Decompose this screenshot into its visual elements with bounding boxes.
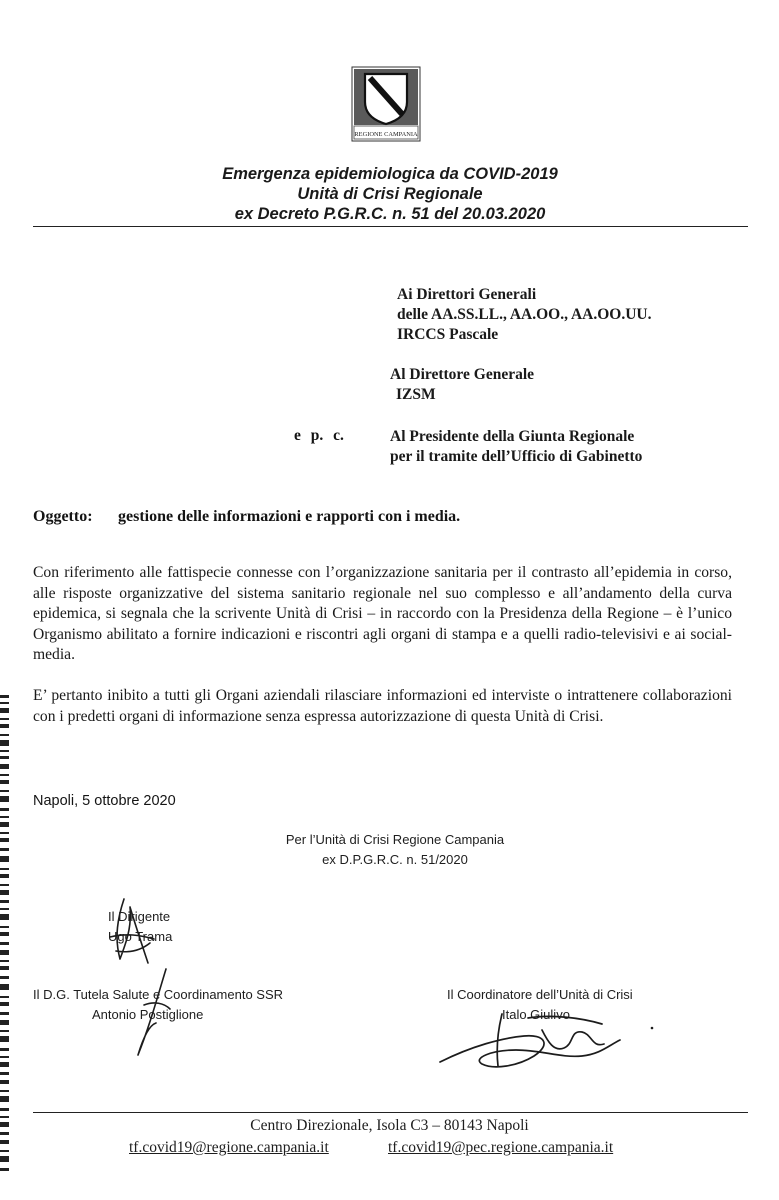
- recipient-line: IZSM: [396, 386, 436, 403]
- footer-email-1-wrap: [129, 1139, 329, 1157]
- coordinatore-title: Il Coordinatore dell’Unità di Crisi: [447, 987, 633, 1002]
- per-unita-block: [235, 830, 555, 870]
- recipient-line: per il tramite dell’Ufficio di Gabinetto: [390, 448, 643, 465]
- date-line: Napoli, 5 ottobre 2020: [33, 793, 176, 809]
- dirigente-name: Ugo Trama: [108, 929, 173, 944]
- header-line-2: Unità di Crisi Regionale: [297, 185, 483, 203]
- recipient-line: Al Direttore Generale: [390, 366, 535, 383]
- coordinatore-signature: [432, 1000, 662, 1080]
- subject-text: gestione delle informazioni e rapporti con i media.: [118, 508, 461, 525]
- footer-email-2-wrap: [388, 1139, 613, 1157]
- dg-signature: [124, 965, 184, 1060]
- per-unita-line-1: Per l’Unità di Crisi Regione Campania: [285, 832, 505, 847]
- subject-label: Oggetto:: [33, 508, 93, 525]
- recipient-line: delle AA.SS.LL., AA.OO., AA.OO.UU.: [397, 306, 652, 323]
- logo-caption: REGIONE CAMPANIA: [354, 131, 418, 138]
- recipient-group-2: [390, 365, 534, 405]
- footer-address: Centro Direzionale, Isola C3 – 80143 Napoli: [250, 1117, 529, 1134]
- footer-rule: [33, 1112, 748, 1113]
- recipient-group-1: [397, 285, 652, 345]
- dg-title: Il D.G. Tutela Salute e Coordinamento SSR: [33, 987, 284, 1002]
- footer-email-2[interactable]: tf.covid19@pec.regione.campania.it: [388, 1139, 614, 1156]
- subject: [33, 508, 460, 526]
- epc-label: e p. c.: [294, 427, 344, 444]
- dirigente-signature: [96, 893, 166, 971]
- recipient-group-3: [390, 427, 642, 467]
- header-rule: [33, 226, 748, 227]
- dg-name: Antonio Postiglione: [92, 1007, 204, 1022]
- body-paragraph-2: E’ pertanto inibito a tutti gli Organi aziendali rilasciare informazioni ed interviste o intrattenere collaborazioni con i predetti organi di informazione senza espressa autorizzazione di questa Unità di Crisi.: [33, 687, 732, 725]
- per-unita-line-2: ex D.P.G.R.C. n. 51/2020: [322, 852, 468, 867]
- recipient-line: Ai Direttori Generali: [397, 286, 537, 303]
- body-paragraph-1: Con riferimento alle fattispecie connesse con l’organizzazione sanitaria per il contrasto all’epidemia in corso, alle risposte organizzative del sistema sanitario regionale nel suo complesso e all’andamento della curva epidemica, si segnala che la scrivente Unità di Crisi – in raccordo con la Presidenza della Regione – è l’unico Organismo abilitato a fornire indicazioni e riscontri agli organi di stampa e a quelli radio-televisivi e ai social-media.: [33, 564, 732, 663]
- footer-email-1[interactable]: tf.covid19@regione.campania.it: [129, 1139, 329, 1156]
- header-line-3: ex Decreto P.G.R.C. n. 51 del 20.03.2020: [234, 205, 546, 223]
- header-line-1: Emergenza epidemiologica da COVID-2019: [222, 165, 558, 183]
- coordinatore-name: Italo Giulivo: [502, 1007, 570, 1022]
- regione-campania-logo: [351, 66, 421, 142]
- coat-of-arms-icon: [351, 66, 421, 142]
- recipient-line: Al Presidente della Giunta Regionale: [390, 428, 635, 445]
- recipient-line: IRCCS Pascale: [397, 326, 499, 343]
- dirigente-title: Il Dirigente: [108, 909, 171, 924]
- barcode-icon: [0, 690, 9, 1180]
